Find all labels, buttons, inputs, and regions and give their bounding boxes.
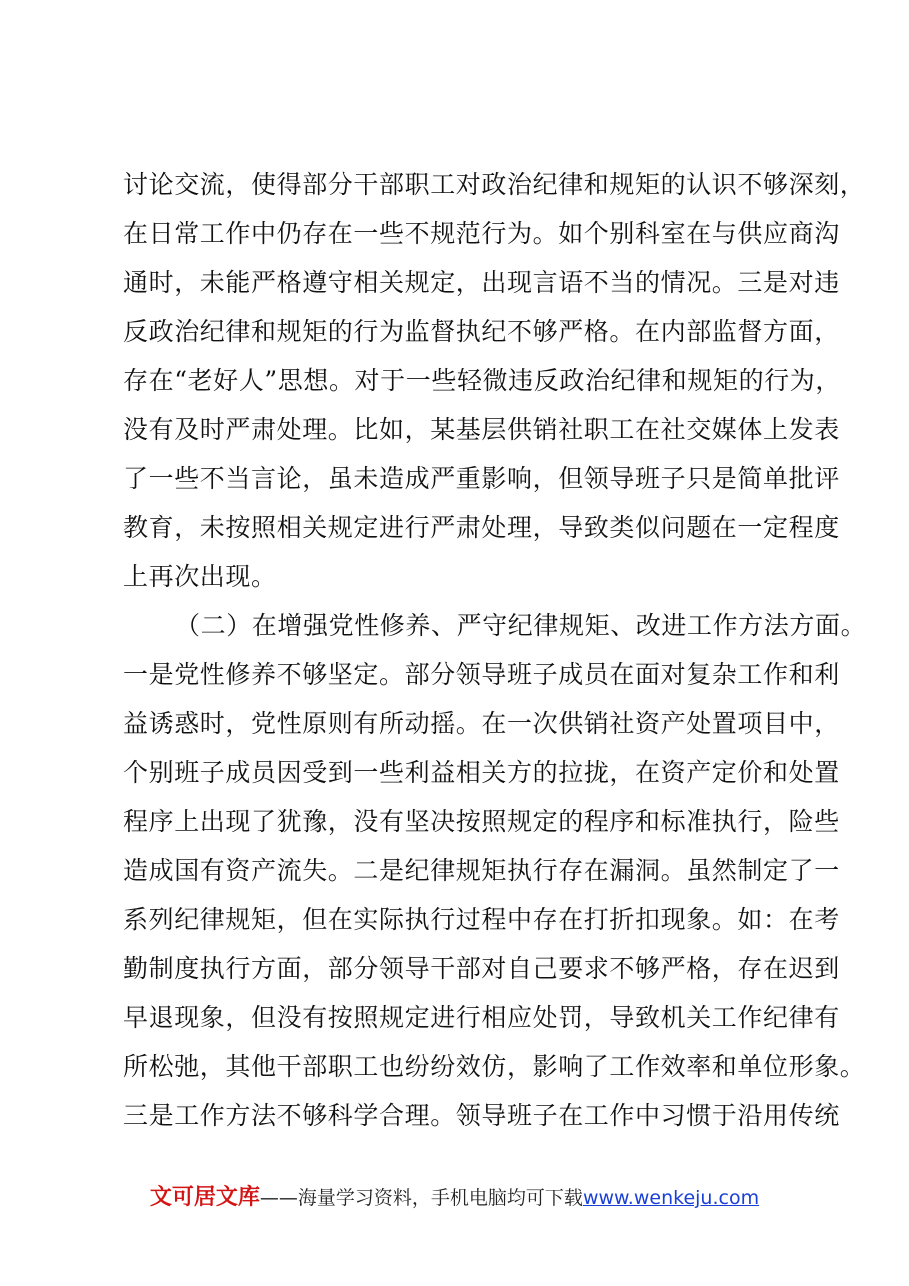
text-line: 程序上出现了犹豫，没有坚决按照规定的程序和标准执行，险些 bbox=[123, 807, 840, 836]
text-line: 系列纪律规矩，但在实际执行过程中存在打折扣现象。如：在考 bbox=[123, 905, 840, 934]
text-line: 讨论交流，使得部分干部职工对政治纪律和规矩的认识不够深刻， bbox=[123, 170, 866, 199]
footer-slogan: ——海量学习资料，手机电脑均可下载 bbox=[259, 1187, 583, 1209]
text-line: 三是工作方法不够科学合理。领导班子在工作中习惯于沿用传统 bbox=[123, 1101, 840, 1130]
text-line: 教育，未按照相关规定进行严肃处理，导致类似问题在一定程度 bbox=[123, 513, 840, 542]
text-line: 了一些不当言论，虽未造成严重影响，但领导班子只是简单批评 bbox=[123, 464, 840, 493]
text-line: 一是党性修养不够坚定。部分领导班子成员在面对复杂工作和利 bbox=[123, 660, 840, 689]
text-line: 没有及时严肃处理。比如，某基层供销社职工在社交媒体上发表 bbox=[123, 415, 840, 444]
text-line: 通时，未能严格遵守相关规定，出现言语不当的情况。三是对违 bbox=[123, 268, 840, 297]
section-heading: （二）在增强党性修养、严守纪律规矩、改进工作方法方面。 bbox=[175, 611, 867, 640]
text-line: 勤制度执行方面，部分领导干部对自己要求不够严格，存在迟到 bbox=[123, 954, 840, 983]
text-line: 存在“老好人”思想。对于一些轻微违反政治纪律和规矩的行为， bbox=[123, 366, 841, 395]
footer-site-link[interactable]: www.wenkeju.com bbox=[582, 1187, 760, 1209]
text-line: 早退现象，但没有按照规定进行相应处罚，导致机关工作纪律有 bbox=[123, 1003, 840, 1032]
text-line: 反政治纪律和规矩的行为监督执纪不够严格。在内部监督方面， bbox=[123, 317, 840, 346]
footer-banner bbox=[0, 1180, 909, 1211]
text-line: 个别班子成员因受到一些利益相关方的拉拢，在资产定价和处置 bbox=[123, 758, 840, 787]
text-line: 所松弛，其他干部职工也纷纷效仿，影响了工作效率和单位形象。 bbox=[123, 1052, 866, 1081]
text-line: 在日常工作中仍存在一些不规范行为。如个别科室在与供应商沟 bbox=[123, 219, 840, 248]
text-line: 上再次出现。 bbox=[123, 562, 277, 591]
body-text bbox=[123, 160, 867, 1140]
text-line: 益诱惑时，党性原则有所动摇。在一次供销社资产处置项目中， bbox=[123, 709, 840, 738]
footer-brand: 文可居文库 bbox=[149, 1185, 260, 1210]
text-line: 造成国有资产流失。二是纪律规矩执行存在漏洞。虽然制定了一 bbox=[123, 856, 840, 885]
